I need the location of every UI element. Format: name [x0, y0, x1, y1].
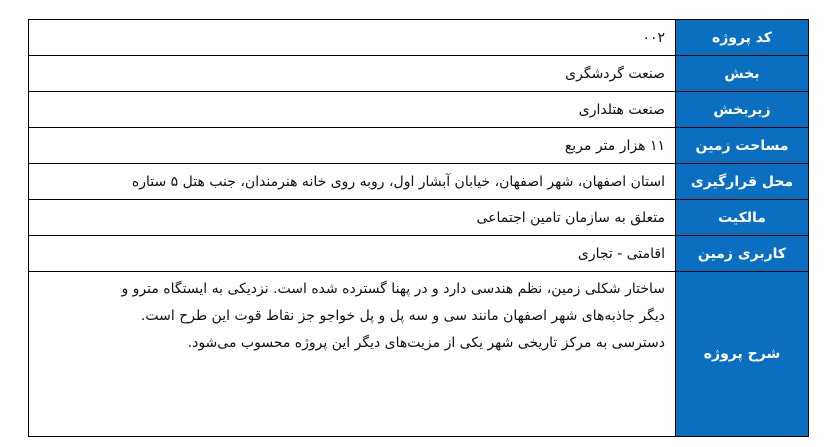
row-project-code [29, 20, 809, 56]
project-info-sheet [28, 19, 809, 427]
value-sector: صنعت گردشگری [29, 56, 676, 92]
row-location [29, 164, 809, 200]
label-sector: بخش [676, 56, 809, 92]
value-location: استان اصفهان، شهر اصفهان، خیابان آبشار اول، روبه روی خانه هنرمندان، جنب هتل ۵ ستاره [29, 164, 676, 200]
value-land-area: ۱۱ هزار متر مربع [29, 128, 676, 164]
label-description: شرح پروژه [676, 272, 809, 437]
description-line: دسترسی به مرکز تاریخی شهر یکی از مزیت‌های دیگر این پروژه محسوب می‌شود. [187, 335, 665, 351]
value-description [29, 272, 676, 437]
value-subsector: صنعت هتلداری [29, 92, 676, 128]
label-subsector: زیربخش [676, 92, 809, 128]
row-ownership [29, 200, 809, 236]
label-location: محل قرارگیری [676, 164, 809, 200]
label-land-use: کاربری زمین [676, 236, 809, 272]
row-subsector [29, 92, 809, 128]
value-land-use: اقامتی - تجاری [29, 236, 676, 272]
description-line: ساختار شکلی زمین، نظم هندسی دارد و در پهنا گسترده شده است. نزدیکی به ایستگاه مترو و [121, 281, 665, 297]
row-land-area [29, 128, 809, 164]
value-ownership: متعلق به سازمان تامین اجتماعی [29, 200, 676, 236]
label-ownership: مالکیت [676, 200, 809, 236]
description-line: دیگر جاذبه‌های شهر اصفهان مانند سی و سه پل و پل خواجو جز نقاط قوت این طرح است. [140, 308, 665, 324]
project-info-table [28, 19, 809, 437]
value-project-code: ۰۰۲ [29, 20, 676, 56]
row-description [29, 272, 809, 437]
row-land-use [29, 236, 809, 272]
row-sector [29, 56, 809, 92]
label-land-area: مساحت زمین [676, 128, 809, 164]
label-project-code: کد پروژه [676, 20, 809, 56]
